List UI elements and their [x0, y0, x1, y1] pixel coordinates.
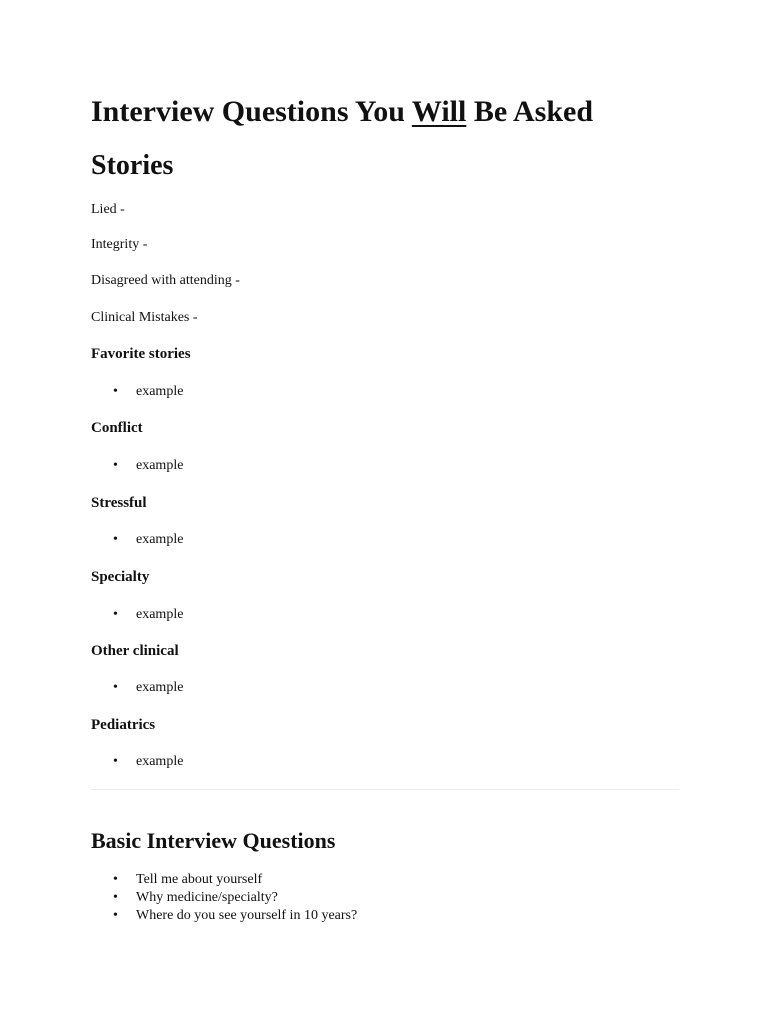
section-divider: [91, 789, 679, 790]
title-emphasis: Will: [411, 95, 467, 128]
list-item-text: example: [136, 384, 184, 399]
bullet-icon: •: [113, 890, 118, 905]
section-heading-favorite-stories: Favorite stories: [91, 346, 191, 362]
bullet-icon: •: [113, 607, 118, 622]
list-item-text: example: [136, 680, 184, 695]
story-line-integrity: Integrity -: [91, 237, 148, 252]
story-line-disagreed: Disagreed with attending -: [91, 273, 240, 288]
bullet-icon: •: [113, 532, 118, 547]
list-item-text: example: [136, 754, 184, 769]
section-heading-pediatrics: Pediatrics: [91, 717, 156, 733]
bullet-icon: •: [113, 872, 118, 887]
story-line-lied: Lied -: [91, 202, 125, 217]
document-title: [91, 92, 593, 132]
stories-heading: Stories: [91, 150, 174, 181]
list-item-text: example: [136, 532, 184, 547]
section-heading-conflict: Conflict: [91, 420, 143, 436]
bullet-icon: •: [113, 754, 118, 769]
bullet-icon: •: [113, 680, 118, 695]
bullet-icon: •: [113, 908, 118, 923]
bullet-icon: •: [113, 458, 118, 473]
title-part-2: Be Asked: [466, 95, 594, 128]
section-heading-stressful: Stressful: [91, 495, 147, 511]
list-item-text: example: [136, 458, 184, 473]
basic-questions-heading: Basic Interview Questions: [91, 828, 336, 853]
bullet-icon: •: [113, 384, 118, 399]
story-line-clinical-mistakes: Clinical Mistakes -: [91, 310, 198, 325]
title-part-1: Interview Questions You: [91, 95, 412, 128]
list-item-text: Tell me about yourself: [136, 872, 263, 887]
list-item-text: Why medicine/specialty?: [136, 890, 278, 905]
section-heading-other-clinical: Other clinical: [91, 643, 179, 659]
list-item-text: Where do you see yourself in 10 years?: [136, 908, 358, 923]
list-item-text: example: [136, 607, 184, 622]
section-heading-specialty: Specialty: [91, 569, 150, 585]
